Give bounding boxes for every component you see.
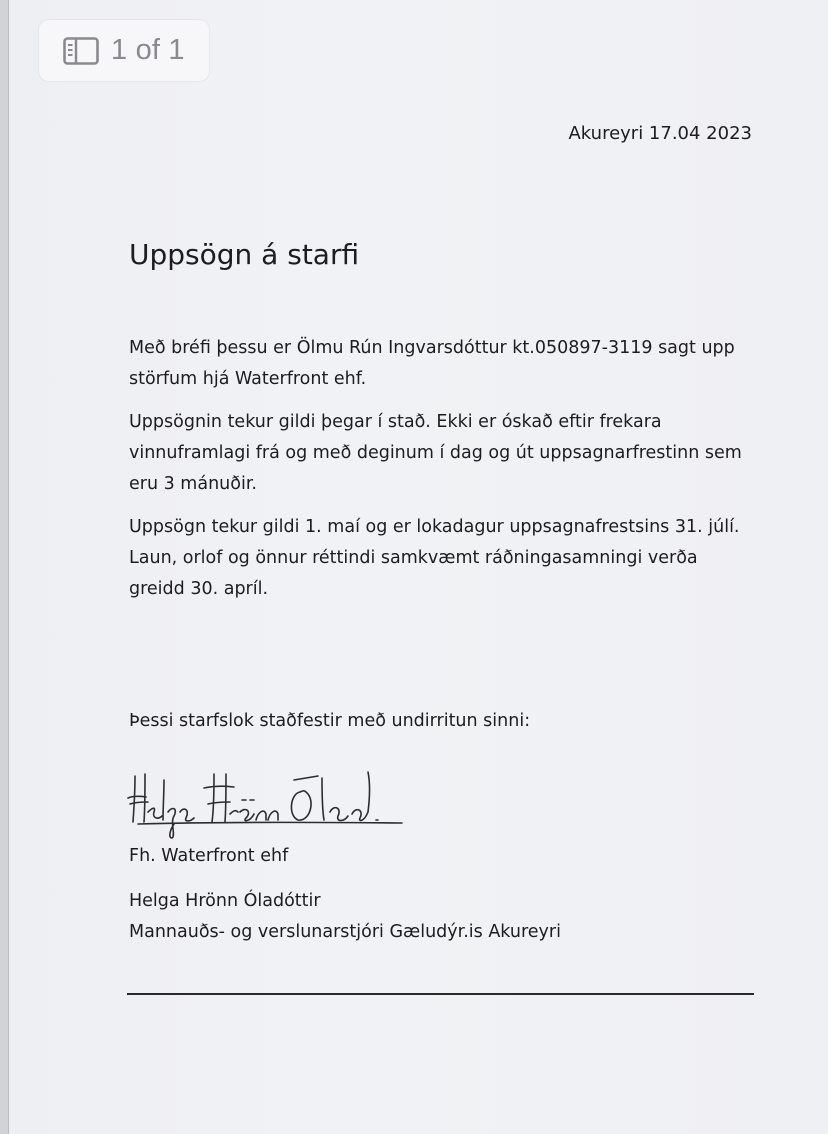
document-title: Uppsögn á starfi <box>129 238 360 271</box>
paragraph-1-line-1: Með bréfi þessu er Ölmu Rún Ingvarsdóttur kt.050897-3119 sagt upp <box>129 338 735 358</box>
paragraph-3-line-3: greidd 30. apríl. <box>129 579 269 599</box>
signer-title: Mannauðs- og verslunarstjóri Gæludýr.is Akureyri <box>129 922 561 942</box>
paragraph-2-line-3: eru 3 mánuðir. <box>129 474 257 494</box>
paragraph-3-line-1: Uppsögn tekur gildi 1. maí og er lokadagur uppsagnafrestsins 31. júlí. <box>129 517 740 537</box>
paragraph-2-line-2: vinnuframlagi frá og með deginum í dag og út uppsagnarfrestinn sem <box>129 443 742 463</box>
paragraph-2 <box>129 407 769 500</box>
date-line: Akureyri 17.04 2023 <box>568 123 752 144</box>
confirmation-line: Þessi starfslok staðfestir með undirritun sinni: <box>129 711 531 731</box>
signer-company-line: Fh. Waterfront ehf <box>129 846 289 866</box>
paragraph-2-line-1: Uppsögnin tekur gildi þegar í stað. Ekki er óskað eftir frekara <box>129 412 662 432</box>
paragraph-3-line-2: Laun, orlof og önnur réttindi samkvæmt ráðningasamningi verða <box>129 548 698 568</box>
handwritten-signature <box>118 760 418 840</box>
page-indicator[interactable] <box>39 20 209 81</box>
page-count-label: 1 of 1 <box>111 34 185 66</box>
page-icon <box>63 37 99 65</box>
paragraph-3 <box>129 512 769 605</box>
paragraph-1-line-2: störfum hjá Waterfront ehf. <box>129 369 367 389</box>
viewer-left-edge <box>0 0 9 1134</box>
paragraph-1 <box>129 333 769 395</box>
signer-name: Helga Hrönn Óladóttir <box>129 891 321 911</box>
bottom-divider-line <box>127 993 754 995</box>
